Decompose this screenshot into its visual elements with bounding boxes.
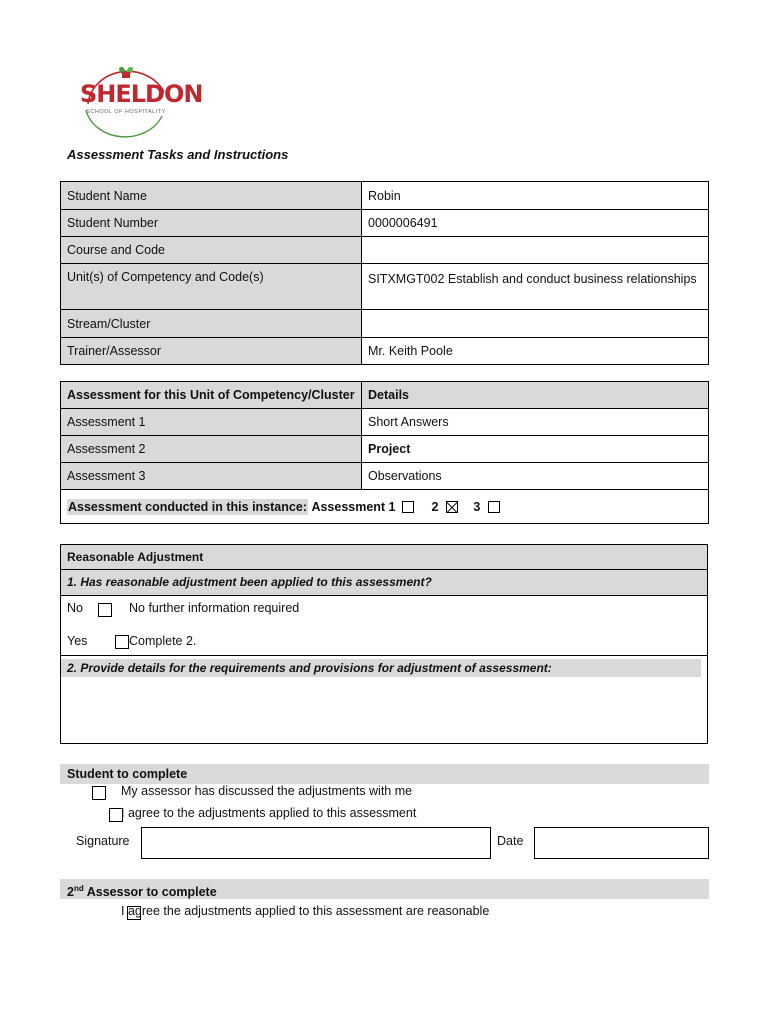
table-row xyxy=(61,182,709,210)
column-header: Details xyxy=(362,382,709,409)
table-row xyxy=(61,237,709,264)
row-label: Stream/Cluster xyxy=(61,310,362,338)
assessment-table xyxy=(60,381,709,524)
no-label: No xyxy=(67,601,83,615)
row-value: Short Answers xyxy=(362,409,709,436)
signature-field[interactable] xyxy=(141,827,491,859)
student-details-table xyxy=(60,181,709,365)
assessor-title-sup: nd xyxy=(73,884,84,893)
row-label: Trainer/Assessor xyxy=(61,338,362,365)
row-value xyxy=(362,310,709,338)
table-row xyxy=(61,210,709,237)
table-row xyxy=(61,264,709,310)
sheldon-logo xyxy=(78,60,203,138)
question-2: 2. Provide details for the requirements and provisions for adjustment of assessment: xyxy=(61,659,701,677)
student-section-title: Student to complete xyxy=(60,764,709,784)
row-label: Assessment 2 xyxy=(61,436,362,463)
table-row xyxy=(61,409,709,436)
assessment-conducted-row xyxy=(61,490,709,524)
conducted-prefix: Assessment 1 xyxy=(311,499,396,514)
conducted-label: Assessment conducted in this instance: xyxy=(68,499,307,514)
table-row xyxy=(61,436,709,463)
logo-tagline: SCHOOL OF HOSPITALITY xyxy=(86,109,166,115)
option-3-label: 3 xyxy=(473,499,481,514)
row-value: Robin xyxy=(362,182,709,210)
assessment-1-checkbox[interactable] xyxy=(402,501,414,513)
table-row xyxy=(61,310,709,338)
row-value xyxy=(362,237,709,264)
section-title: Reasonable Adjustment xyxy=(61,545,707,569)
assessor-section-title xyxy=(60,879,709,899)
row-label: Assessment 1 xyxy=(61,409,362,436)
row-value: SITXMGT002 Establish and conduct business relationships xyxy=(362,264,709,310)
row-label: Course and Code xyxy=(61,237,362,264)
date-field[interactable] xyxy=(534,827,709,859)
page-title: Assessment Tasks and Instructions xyxy=(67,147,289,162)
column-header: Assessment for this Unit of Competency/Cluster xyxy=(61,382,362,409)
table-header-row xyxy=(61,382,709,409)
student-item-1: My assessor has discussed the adjustments with me xyxy=(121,784,413,798)
assessor-discussed-checkbox[interactable] xyxy=(92,786,106,800)
divider xyxy=(61,655,707,656)
assessment-3-checkbox[interactable] xyxy=(488,501,500,513)
row-label: Student Number xyxy=(61,210,362,237)
question-1: 1. Has reasonable adjustment been applied to this assessment? xyxy=(61,570,707,595)
yes-text: Complete 2. xyxy=(129,634,197,648)
row-value: Observations xyxy=(362,463,709,490)
row-label: Student Name xyxy=(61,182,362,210)
row-value: Project xyxy=(362,436,709,463)
date-label: Date xyxy=(497,834,524,848)
row-value: 0000006491 xyxy=(362,210,709,237)
no-checkbox[interactable] xyxy=(98,603,112,617)
no-text: No further information required xyxy=(129,601,300,615)
assessor-item-1: I agree the adjustments applied to this assessment are reasonable xyxy=(121,904,490,918)
option-2-label: 2 xyxy=(431,499,439,514)
yes-checkbox[interactable] xyxy=(115,635,129,649)
assessor-title-rest: Assessor to complete xyxy=(83,885,217,900)
assessment-2-checkbox[interactable] xyxy=(446,501,458,513)
table-row xyxy=(61,463,709,490)
divider xyxy=(61,595,707,596)
table-row xyxy=(61,338,709,365)
assessor-title-num: 2 xyxy=(67,885,74,900)
row-value: Mr. Keith Poole xyxy=(362,338,709,365)
logo-wordmark: SHELDON xyxy=(80,80,203,108)
student-item-2: I agree to the adjustments applied to this assessment xyxy=(121,806,417,820)
row-label: Unit(s) of Competency and Code(s) xyxy=(61,264,362,310)
signature-label: Signature xyxy=(76,834,130,848)
yes-label: Yes xyxy=(67,634,88,648)
assessment-conducted-cell xyxy=(61,490,709,524)
reasonable-adjustment-box xyxy=(60,544,708,744)
row-label: Assessment 3 xyxy=(61,463,362,490)
